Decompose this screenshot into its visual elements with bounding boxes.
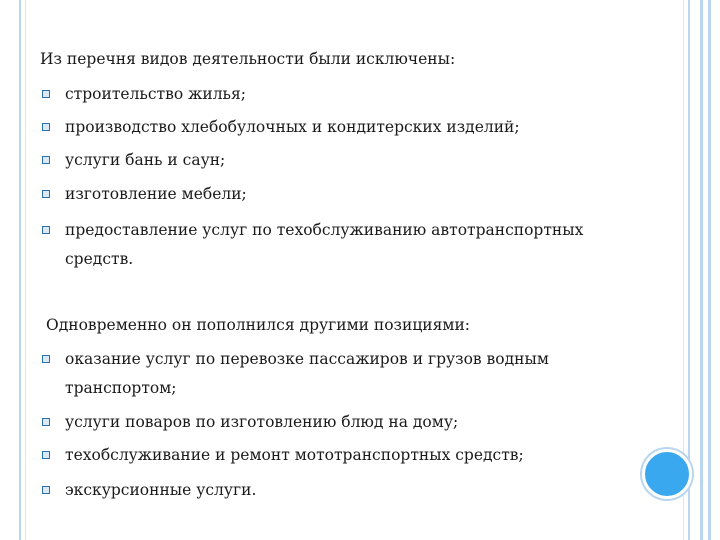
list-item-text: экскурсионные услуги.: [65, 481, 257, 499]
square-bullet-icon: [42, 226, 50, 234]
square-bullet-icon: [42, 156, 50, 164]
list-item: [40, 476, 620, 505]
section2-heading: Одновременно он пополнился другими позициями:: [46, 316, 471, 334]
square-bullet-icon: [42, 418, 50, 426]
section1-heading: Из перечня видов деятельности были исключены:: [40, 50, 456, 68]
list-item-text: услуги поваров по изготовлению блюд на дому;: [65, 413, 459, 431]
square-bullet-icon: [42, 90, 50, 98]
square-bullet-icon: [42, 123, 50, 131]
circle-decoration-icon: [642, 449, 692, 499]
list-item: [40, 216, 620, 274]
square-bullet-icon: [42, 190, 50, 198]
list-item-text: изготовление мебели;: [65, 185, 247, 203]
list-item-text: услуги бань и саун;: [65, 151, 226, 169]
list-item: [40, 146, 620, 175]
list-item: [40, 80, 620, 109]
square-bullet-icon: [42, 355, 50, 363]
slide-rail-right: [700, 0, 703, 540]
list-item-text: оказание услуг по перевозке пассажиров и грузов водным транспортом;: [65, 350, 549, 397]
list-item: [40, 441, 620, 470]
list-item-text: предоставление услуг по техобслуживанию автотранспортных средств.: [65, 221, 584, 268]
list-item-text: техобслуживание и ремонт мототранспортных средств;: [65, 446, 524, 464]
list-item: [40, 345, 620, 403]
square-bullet-icon: [42, 451, 50, 459]
list-item: [40, 113, 620, 142]
slide-rail-right-outer: [708, 0, 711, 540]
list-item-text: производство хлебобулочных и кондитерских изделий;: [65, 118, 520, 136]
list-item: [40, 180, 620, 209]
list-item: [40, 408, 620, 437]
square-bullet-icon: [42, 486, 50, 494]
list-item-text: строительство жилья;: [65, 85, 246, 103]
